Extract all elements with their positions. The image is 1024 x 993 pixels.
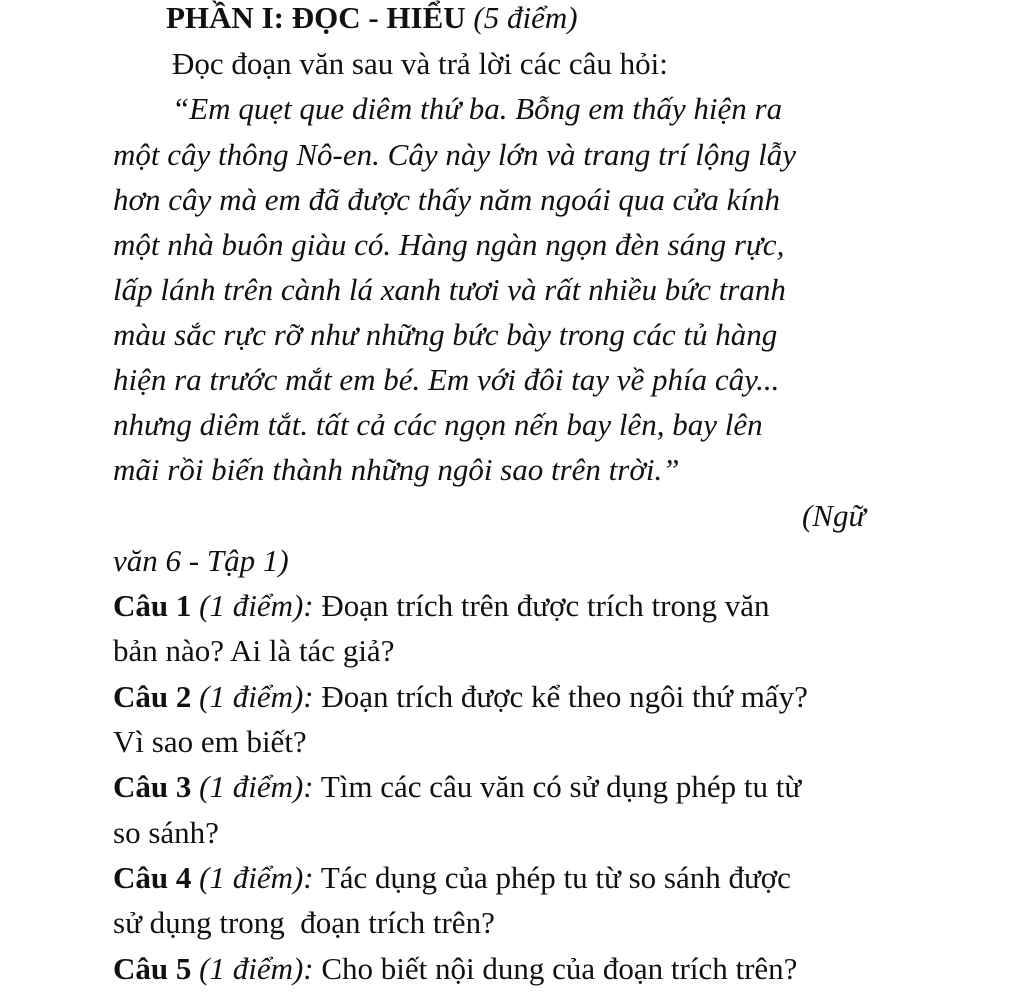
question-3-cont: so sánh? bbox=[113, 815, 219, 850]
question-points: (1 điểm): bbox=[199, 588, 314, 623]
passage-line: màu sắc rực rỡ như những bức bày trong các tủ hàng bbox=[113, 317, 778, 352]
question-points: (1 điểm): bbox=[199, 679, 314, 714]
question-2-cont: Vì sao em biết? bbox=[113, 724, 307, 759]
section-heading bbox=[166, 2, 578, 33]
question-points: (1 điểm): bbox=[199, 769, 314, 804]
passage-line: lấp lánh trên cành lá xanh tươi và rất nhiều bức tranh bbox=[113, 272, 786, 307]
question-4-cont: sử dụng trong đoạn trích trên? bbox=[113, 905, 495, 940]
question-label: Câu 3 bbox=[113, 769, 192, 804]
instruction-text: Đọc đoạn văn sau và trả lời các câu hỏi: bbox=[172, 46, 668, 81]
question-3 bbox=[113, 771, 801, 802]
question-text: Tìm các câu văn có sử dụng phép tu từ bbox=[320, 769, 802, 804]
question-text: Tác dụng của phép tu từ so sánh được bbox=[320, 860, 791, 895]
question-label: Câu 1 bbox=[113, 588, 192, 623]
passage-line: hiện ra trước mắt em bé. Em với đôi tay về phía cây... bbox=[113, 362, 780, 397]
section-title: PHẦN I: ĐỌC - HIỂU bbox=[166, 0, 466, 35]
question-label: Câu 5 bbox=[113, 951, 192, 986]
question-text: Đoạn trích được kể theo ngôi thứ mấy? bbox=[321, 679, 808, 714]
passage-source: (Ngữ bbox=[802, 498, 866, 533]
passage-line: một nhà buôn giàu có. Hàng ngàn ngọn đèn sáng rực, bbox=[113, 227, 785, 262]
question-1-cont: bản nào? Ai là tác giả? bbox=[113, 633, 395, 668]
question-points: (1 điểm): bbox=[199, 860, 314, 895]
passage-line: hơn cây mà em đã được thấy năm ngoái qua cửa kính bbox=[113, 182, 780, 217]
question-1 bbox=[113, 590, 769, 621]
question-label: Câu 4 bbox=[113, 860, 192, 895]
question-text: Cho biết nội dung của đoạn trích trên? bbox=[321, 951, 798, 986]
question-4 bbox=[113, 862, 791, 893]
passage-line: mãi rồi biến thành những ngôi sao trên trời.” bbox=[113, 452, 680, 487]
passage-line: một cây thông Nô-en. Cây này lớn và trang trí lộng lẫy bbox=[113, 137, 796, 172]
question-points: (1 điểm): bbox=[199, 951, 314, 986]
question-2 bbox=[113, 681, 808, 712]
passage-line: nhưng diêm tắt. tất cả các ngọn nến bay lên, bay lên bbox=[113, 407, 763, 442]
question-label: Câu 2 bbox=[113, 679, 192, 714]
passage-line: “Em quẹt que diêm thứ ba. Bỗng em thấy hiện ra bbox=[172, 91, 783, 126]
question-text: Đoạn trích trên được trích trong văn bbox=[321, 588, 770, 623]
question-5 bbox=[113, 953, 797, 984]
section-score: (5 điểm) bbox=[473, 0, 578, 35]
passage-source-cont: văn 6 - Tập 1) bbox=[113, 543, 289, 578]
